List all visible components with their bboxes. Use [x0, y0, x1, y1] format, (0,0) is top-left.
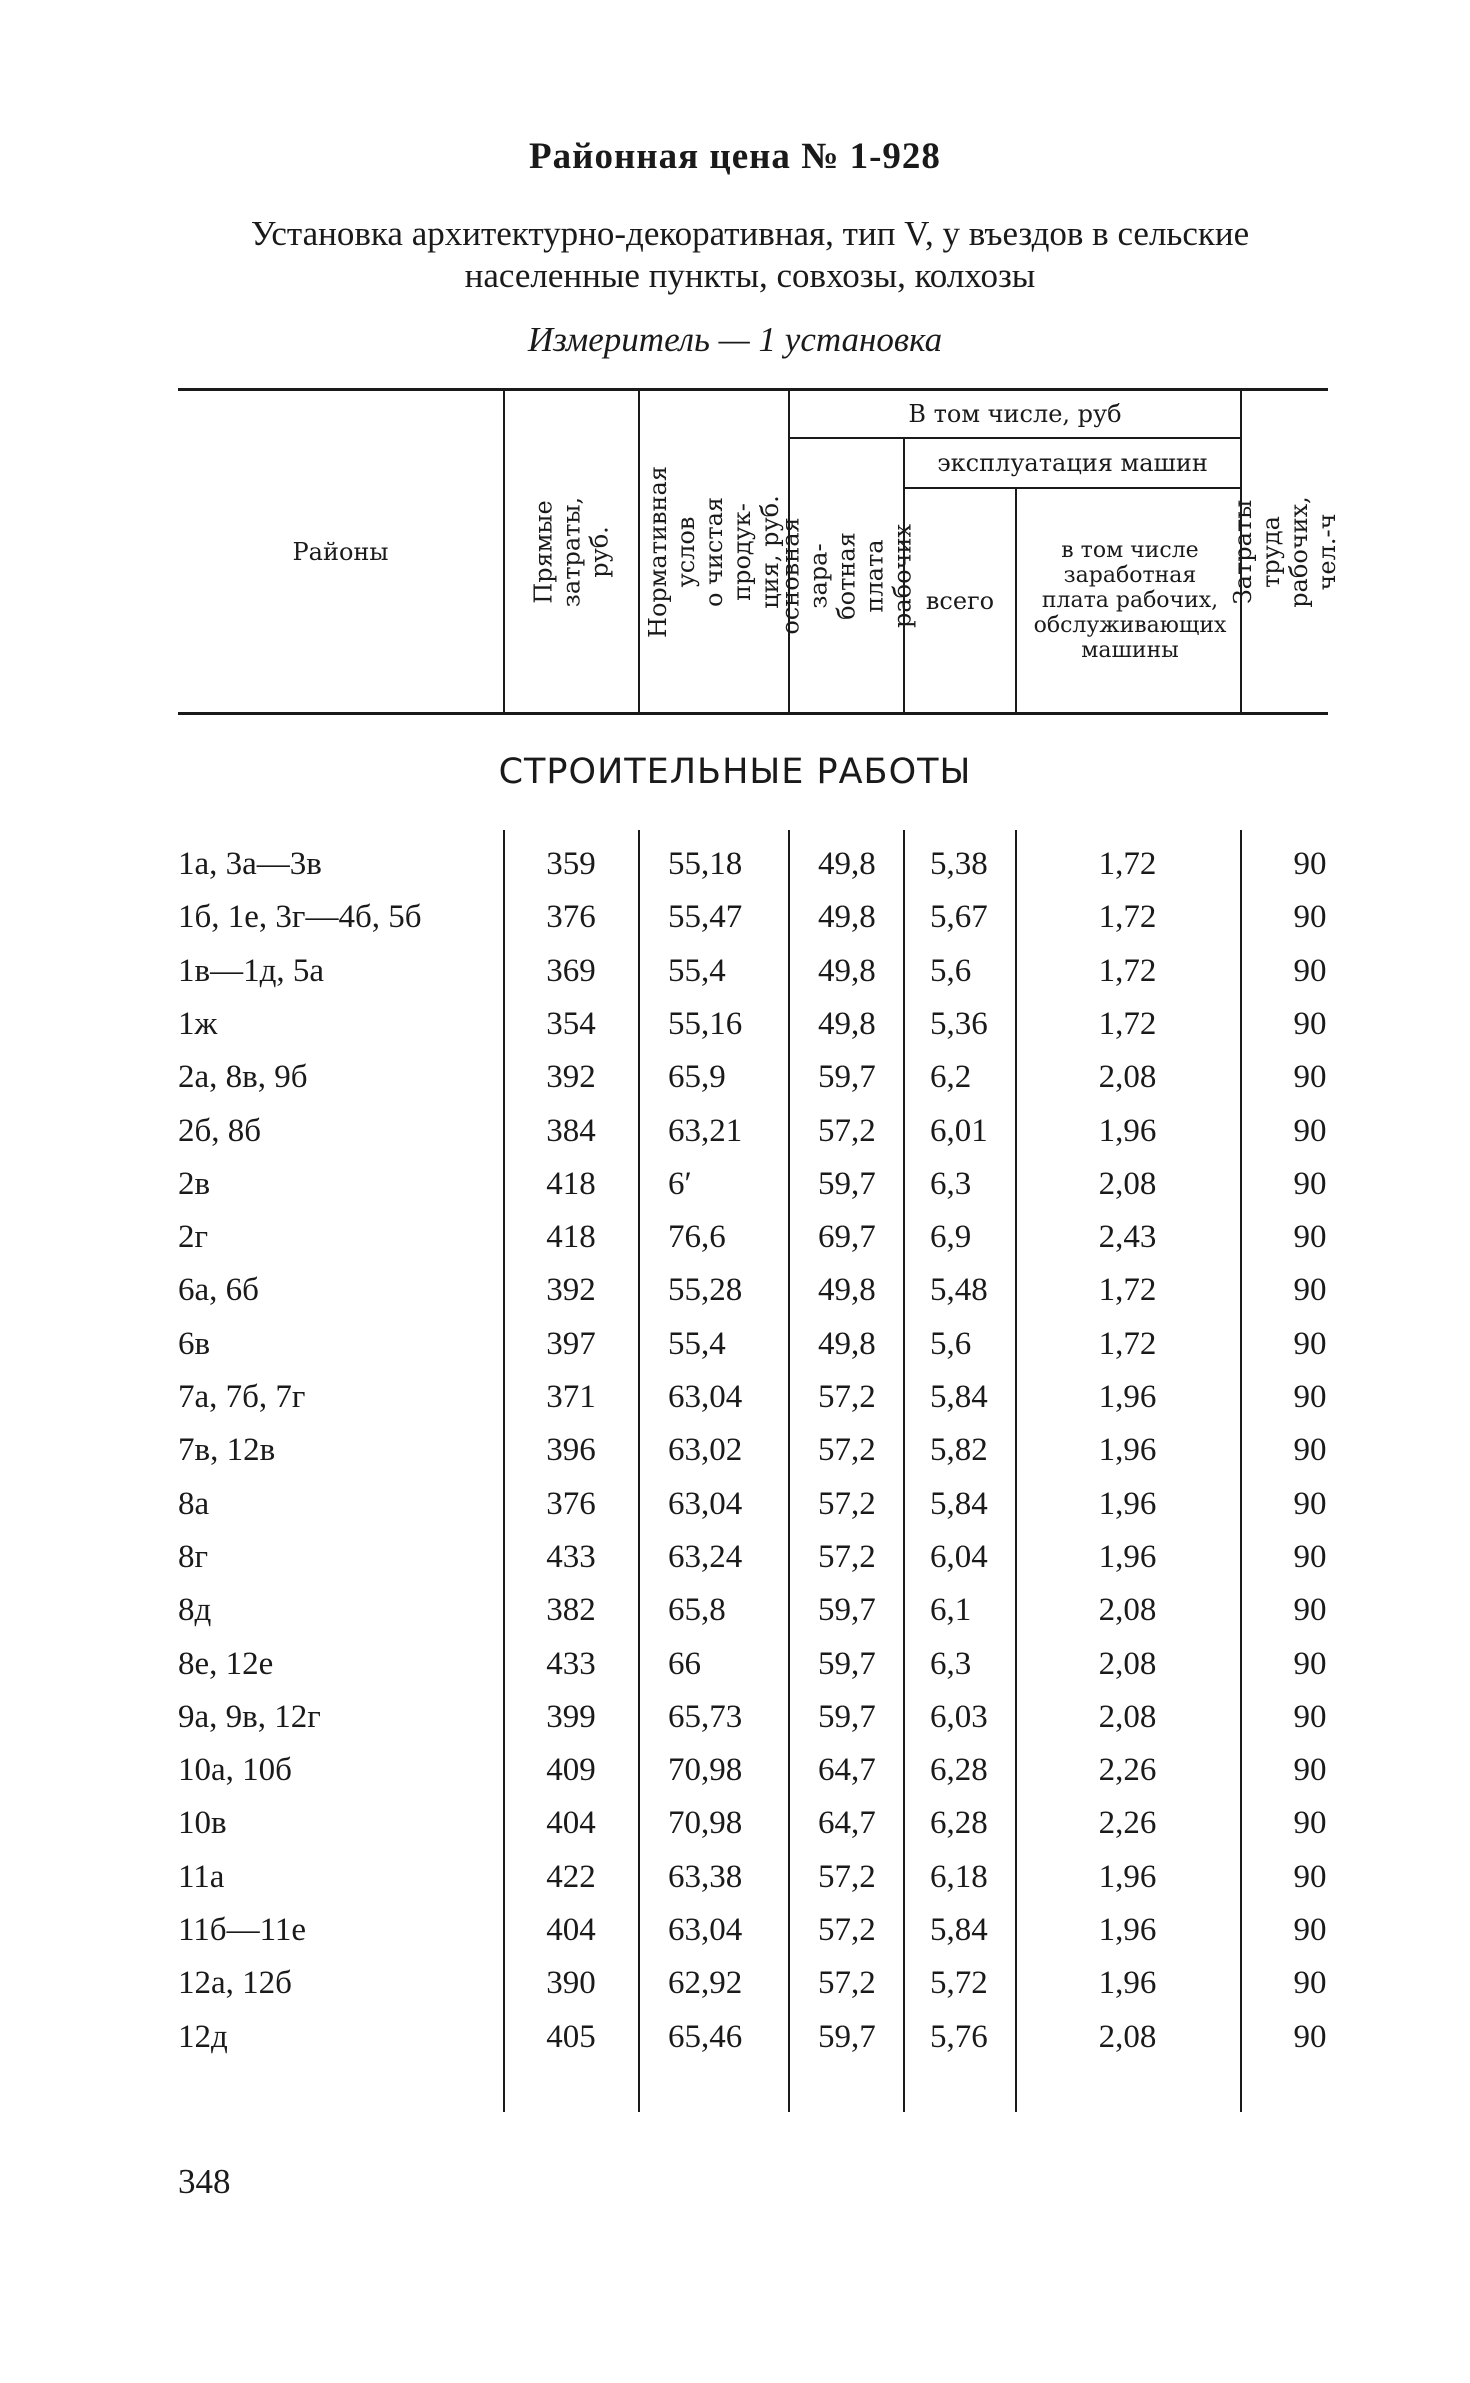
cell-normative: 55,16 [668, 1005, 743, 1042]
cell-labor: 90 [1293, 1112, 1327, 1149]
cell-normative: 63,04 [668, 1379, 743, 1415]
cell-labor: 90 [1293, 1005, 1327, 1042]
table-row [0, 1051, 1470, 1104]
cell-machines-wages: 2,08 [1098, 1698, 1157, 1735]
cell-direct-costs: 418 [546, 1219, 596, 1256]
table-row [0, 945, 1470, 998]
cell-normative: 70,98 [668, 1752, 743, 1789]
cell-machines-total: 5,82 [930, 1432, 988, 1469]
cell-direct-costs: 392 [546, 1272, 596, 1309]
header-ekspluatatsiya: эксплуатация машин [937, 449, 1208, 477]
cell-direct-costs: 418 [546, 1165, 596, 1202]
header-v-tom-chisle-zarplata: в том числе заработная плата рабочих, обслуживающих машины [1033, 538, 1227, 663]
cell-machines-wages: 2,43 [1098, 1219, 1157, 1256]
header-bottom-rule [178, 712, 1328, 715]
cell-wages: 49,8 [818, 1325, 876, 1362]
header-vsego: всего [925, 586, 995, 615]
cell-labor: 90 [1293, 1219, 1327, 1256]
table-row [0, 1584, 1470, 1637]
cell-labor: 90 [1293, 846, 1327, 882]
cell-direct-costs: 376 [546, 1485, 596, 1522]
cell-wages: 59,7 [818, 2018, 876, 2055]
cell-region: 7в, 12в [178, 1432, 276, 1469]
table-row [0, 1158, 1470, 1211]
cell-normative: 55,4 [668, 952, 726, 989]
cell-machines-total: 6,1 [930, 1592, 972, 1629]
cell-machines-wages: 1,96 [1098, 1965, 1157, 2002]
cell-normative: 6′ [668, 1165, 692, 1202]
cell-direct-costs: 422 [546, 1858, 596, 1895]
cell-region: 1в—1д, 5а [178, 952, 325, 989]
cell-machines-total: 5,84 [930, 1379, 988, 1415]
cell-machines-total: 5,84 [930, 1912, 988, 1948]
cell-region: 8а [178, 1485, 210, 1522]
cell-wages: 49,8 [818, 952, 876, 989]
cell-machines-total: 6,2 [930, 1059, 972, 1096]
table-row [0, 1424, 1470, 1477]
cell-normative: 65,9 [668, 1059, 726, 1096]
cell-machines-total: 6,28 [930, 1752, 988, 1789]
cell-region: 2г [178, 1219, 209, 1256]
table-row [0, 998, 1470, 1051]
cell-labor: 90 [1293, 2018, 1327, 2055]
cell-machines-wages: 2,08 [1098, 1059, 1157, 1096]
cell-machines-total: 6,03 [930, 1698, 988, 1735]
cell-machines-total: 6,04 [930, 1538, 988, 1575]
cell-labor: 90 [1293, 1432, 1327, 1469]
header-osnovnaya-label: основная зара- ботная плата рабочих [776, 516, 917, 635]
cell-region: 1а, 3а—3в [178, 846, 322, 882]
cell-labor: 90 [1293, 1752, 1327, 1789]
cell-machines-wages: 2,08 [1098, 1165, 1157, 1202]
cell-labor: 90 [1293, 1965, 1327, 2002]
cell-normative: 55,18 [668, 846, 743, 882]
cell-direct-costs: 376 [546, 899, 596, 936]
cell-region: 11б—11е [178, 1912, 306, 1948]
cell-machines-wages: 1,96 [1098, 1912, 1157, 1948]
cell-direct-costs: 397 [546, 1325, 596, 1362]
cell-direct-costs: 392 [546, 1059, 596, 1096]
cell-direct-costs: 382 [546, 1592, 596, 1629]
cell-region: 12д [178, 2018, 228, 2055]
cell-machines-total: 5,6 [930, 952, 972, 989]
cell-direct-costs: 404 [546, 1805, 596, 1842]
cell-region: 2б, 8б [178, 1112, 262, 1149]
cell-direct-costs: 405 [546, 2018, 596, 2055]
cell-normative: 55,47 [668, 899, 743, 936]
cell-labor: 90 [1293, 1912, 1327, 1948]
cell-normative: 63,02 [668, 1432, 743, 1469]
cell-direct-costs: 396 [546, 1432, 596, 1469]
cell-region: 11а [178, 1858, 225, 1895]
header-normativnaya [640, 391, 788, 712]
cell-normative: 70,98 [668, 1805, 743, 1842]
cell-direct-costs: 433 [546, 1645, 596, 1682]
table-row [0, 1638, 1470, 1691]
cell-normative: 63,04 [668, 1485, 743, 1522]
cell-labor: 90 [1293, 1325, 1327, 1362]
cell-machines-total: 6,01 [930, 1112, 988, 1149]
header-v-tom-chisle: В том числе, руб [908, 400, 1122, 428]
cell-machines-total: 5,76 [930, 2018, 988, 2055]
cell-direct-costs: 384 [546, 1112, 596, 1149]
cell-machines-total: 5,67 [930, 899, 988, 936]
table-row [0, 1371, 1470, 1424]
cell-direct-costs: 371 [546, 1379, 596, 1415]
cell-wages: 57,2 [818, 1965, 876, 2002]
cell-machines-total: 5,38 [930, 846, 988, 882]
cell-machines-total: 5,84 [930, 1485, 988, 1522]
cell-normative: 76,6 [668, 1219, 726, 1256]
cell-machines-wages: 1,72 [1098, 1325, 1157, 1362]
cell-region: 12а, 12б [178, 1965, 292, 2002]
cell-region: 9а, 9в, 12г [178, 1698, 321, 1735]
cell-region: 7а, 7б, 7г [178, 1379, 306, 1415]
cell-labor: 90 [1293, 1059, 1327, 1096]
cell-machines-total: 6,18 [930, 1858, 988, 1895]
cell-machines-total: 6,3 [930, 1165, 972, 1202]
table-row [0, 1691, 1470, 1744]
cell-normative: 63,04 [668, 1912, 743, 1948]
cell-region: 2а, 8в, 9б [178, 1059, 308, 1096]
table-row [0, 891, 1470, 944]
cell-machines-wages: 1,96 [1098, 1432, 1157, 1469]
cell-machines-total: 6,3 [930, 1645, 972, 1682]
cell-region: 10в [178, 1805, 227, 1842]
cell-direct-costs: 399 [546, 1698, 596, 1735]
cell-wages: 57,2 [818, 1858, 876, 1895]
section-title: СТРОИТЕЛЬНЫЕ РАБОТЫ [498, 752, 972, 792]
unit-of-measure: Измеритель — 1 установка [527, 320, 943, 359]
cell-normative: 63,21 [668, 1112, 743, 1149]
cell-wages: 49,8 [818, 1005, 876, 1042]
cell-wages: 59,7 [818, 1592, 876, 1629]
cell-machines-wages: 1,72 [1098, 1005, 1157, 1042]
header-divider-5 [1015, 489, 1017, 712]
header-rayony: Районы [292, 537, 389, 566]
cell-direct-costs: 390 [546, 1965, 596, 2002]
cell-wages: 57,2 [818, 1112, 876, 1149]
cell-normative: 65,73 [668, 1698, 743, 1735]
cell-wages: 59,7 [818, 1645, 876, 1682]
cell-wages: 57,2 [818, 1538, 876, 1575]
cell-machines-wages: 1,72 [1098, 952, 1157, 989]
cell-machines-wages: 1,96 [1098, 1379, 1157, 1415]
cell-machines-total: 6,28 [930, 1805, 988, 1842]
cell-labor: 90 [1293, 1165, 1327, 1202]
table-row [0, 1851, 1470, 1904]
cell-normative: 65,46 [668, 2018, 743, 2055]
cell-region: 2в [178, 1165, 211, 1202]
cell-wages: 57,2 [818, 1485, 876, 1522]
cell-machines-wages: 2,08 [1098, 1592, 1157, 1629]
cell-labor: 90 [1293, 1272, 1327, 1309]
cell-region: 1ж [178, 1005, 218, 1042]
cell-machines-total: 5,36 [930, 1005, 988, 1042]
header-zatraty-truda [1229, 391, 1342, 712]
cell-normative: 66 [668, 1645, 701, 1682]
cell-labor: 90 [1293, 1645, 1327, 1682]
table-row [0, 2011, 1470, 2064]
cell-machines-wages: 1,96 [1098, 1485, 1157, 1522]
cell-wages: 49,8 [818, 846, 876, 882]
cell-labor: 90 [1293, 1858, 1327, 1895]
page-title: Районная цена № 1-928 [529, 136, 941, 177]
cell-wages: 59,7 [818, 1059, 876, 1096]
cell-wages: 49,8 [818, 1272, 876, 1309]
cell-machines-wages: 2,08 [1098, 2018, 1157, 2055]
cell-labor: 90 [1293, 1805, 1327, 1842]
cell-machines-wages: 1,72 [1098, 899, 1157, 936]
subtitle [150, 213, 1350, 297]
table-row [0, 1904, 1470, 1957]
cell-wages: 59,7 [818, 1165, 876, 1202]
cell-machines-wages: 1,96 [1098, 1538, 1157, 1575]
cell-machines-wages: 1,96 [1098, 1112, 1157, 1149]
table-row [0, 1957, 1470, 2010]
cell-wages: 59,7 [818, 1698, 876, 1735]
cell-machines-total: 5,48 [930, 1272, 988, 1309]
cell-region: 8е, 12е [178, 1645, 274, 1682]
cell-machines-wages: 2,26 [1098, 1805, 1157, 1842]
cell-wages: 57,2 [818, 1912, 876, 1948]
cell-labor: 90 [1293, 1698, 1327, 1735]
cell-machines-wages: 1,96 [1098, 1858, 1157, 1895]
cell-machines-total: 5,72 [930, 1965, 988, 2002]
subtitle-line-2: населенные пункты, совхозы, колхозы [464, 256, 1036, 295]
table-row [0, 1797, 1470, 1850]
header-pryamye-label: Прямые затраты, руб. [529, 496, 614, 607]
subtitle-line-1: Установка архитектурно-декоративная, тип V, у въездов в сельские [250, 214, 1250, 253]
cell-machines-total: 6,9 [930, 1219, 972, 1256]
cell-wages: 57,2 [818, 1432, 876, 1469]
cell-machines-wages: 2,26 [1098, 1752, 1157, 1789]
cell-normative: 62,92 [668, 1965, 743, 2002]
cell-region: 10а, 10б [178, 1752, 292, 1789]
cell-normative: 55,28 [668, 1272, 743, 1309]
cell-normative: 65,8 [668, 1592, 726, 1629]
cell-direct-costs: 409 [546, 1752, 596, 1789]
cell-region: 8г [178, 1538, 209, 1575]
page-number: 348 [178, 2162, 231, 2201]
cell-wages: 49,8 [818, 899, 876, 936]
table-row [0, 1211, 1470, 1264]
table-row [0, 1531, 1470, 1584]
cell-direct-costs: 354 [546, 1005, 596, 1042]
cell-labor: 90 [1293, 1485, 1327, 1522]
cell-labor: 90 [1293, 1592, 1327, 1629]
cell-direct-costs: 433 [546, 1538, 596, 1575]
cell-direct-costs: 369 [546, 952, 596, 989]
cell-normative: 63,24 [668, 1538, 743, 1575]
cell-machines-total: 5,6 [930, 1325, 972, 1362]
cell-region: 6в [178, 1325, 211, 1362]
cell-region: 6а, 6б [178, 1272, 259, 1309]
cell-wages: 64,7 [818, 1805, 876, 1842]
table-row [0, 1264, 1470, 1317]
cell-machines-wages: 1,72 [1098, 1272, 1157, 1309]
header-osnovnaya-zarplata [776, 439, 917, 712]
cell-wages: 64,7 [818, 1752, 876, 1789]
table-row [0, 1478, 1470, 1531]
cell-normative: 63,38 [668, 1858, 743, 1895]
cell-region: 8д [178, 1592, 212, 1629]
cell-machines-wages: 1,72 [1098, 846, 1157, 882]
cell-labor: 90 [1293, 952, 1327, 989]
cell-direct-costs: 404 [546, 1912, 596, 1948]
cell-labor: 90 [1293, 1538, 1327, 1575]
cell-direct-costs: 359 [546, 846, 596, 882]
cell-region: 1б, 1е, 3г—4б, 5б [178, 899, 422, 936]
cell-wages: 57,2 [818, 1379, 876, 1415]
header-pryamye-zatraty [505, 391, 638, 712]
cell-labor: 90 [1293, 1379, 1327, 1415]
cell-labor: 90 [1293, 899, 1327, 936]
table-row [0, 1744, 1470, 1797]
cell-wages: 69,7 [818, 1219, 876, 1256]
cell-normative: 55,4 [668, 1325, 726, 1362]
cell-machines-wages: 2,08 [1098, 1645, 1157, 1682]
table-row [0, 1318, 1470, 1371]
header-zatraty-truda-label: Затраты труда рабочих, чел.-ч [1229, 495, 1342, 608]
header-normativnaya-label: Нормативная услов о чистая продук- ция, руб. [644, 465, 785, 638]
table-row [0, 1105, 1470, 1158]
table-row [0, 838, 1470, 891]
